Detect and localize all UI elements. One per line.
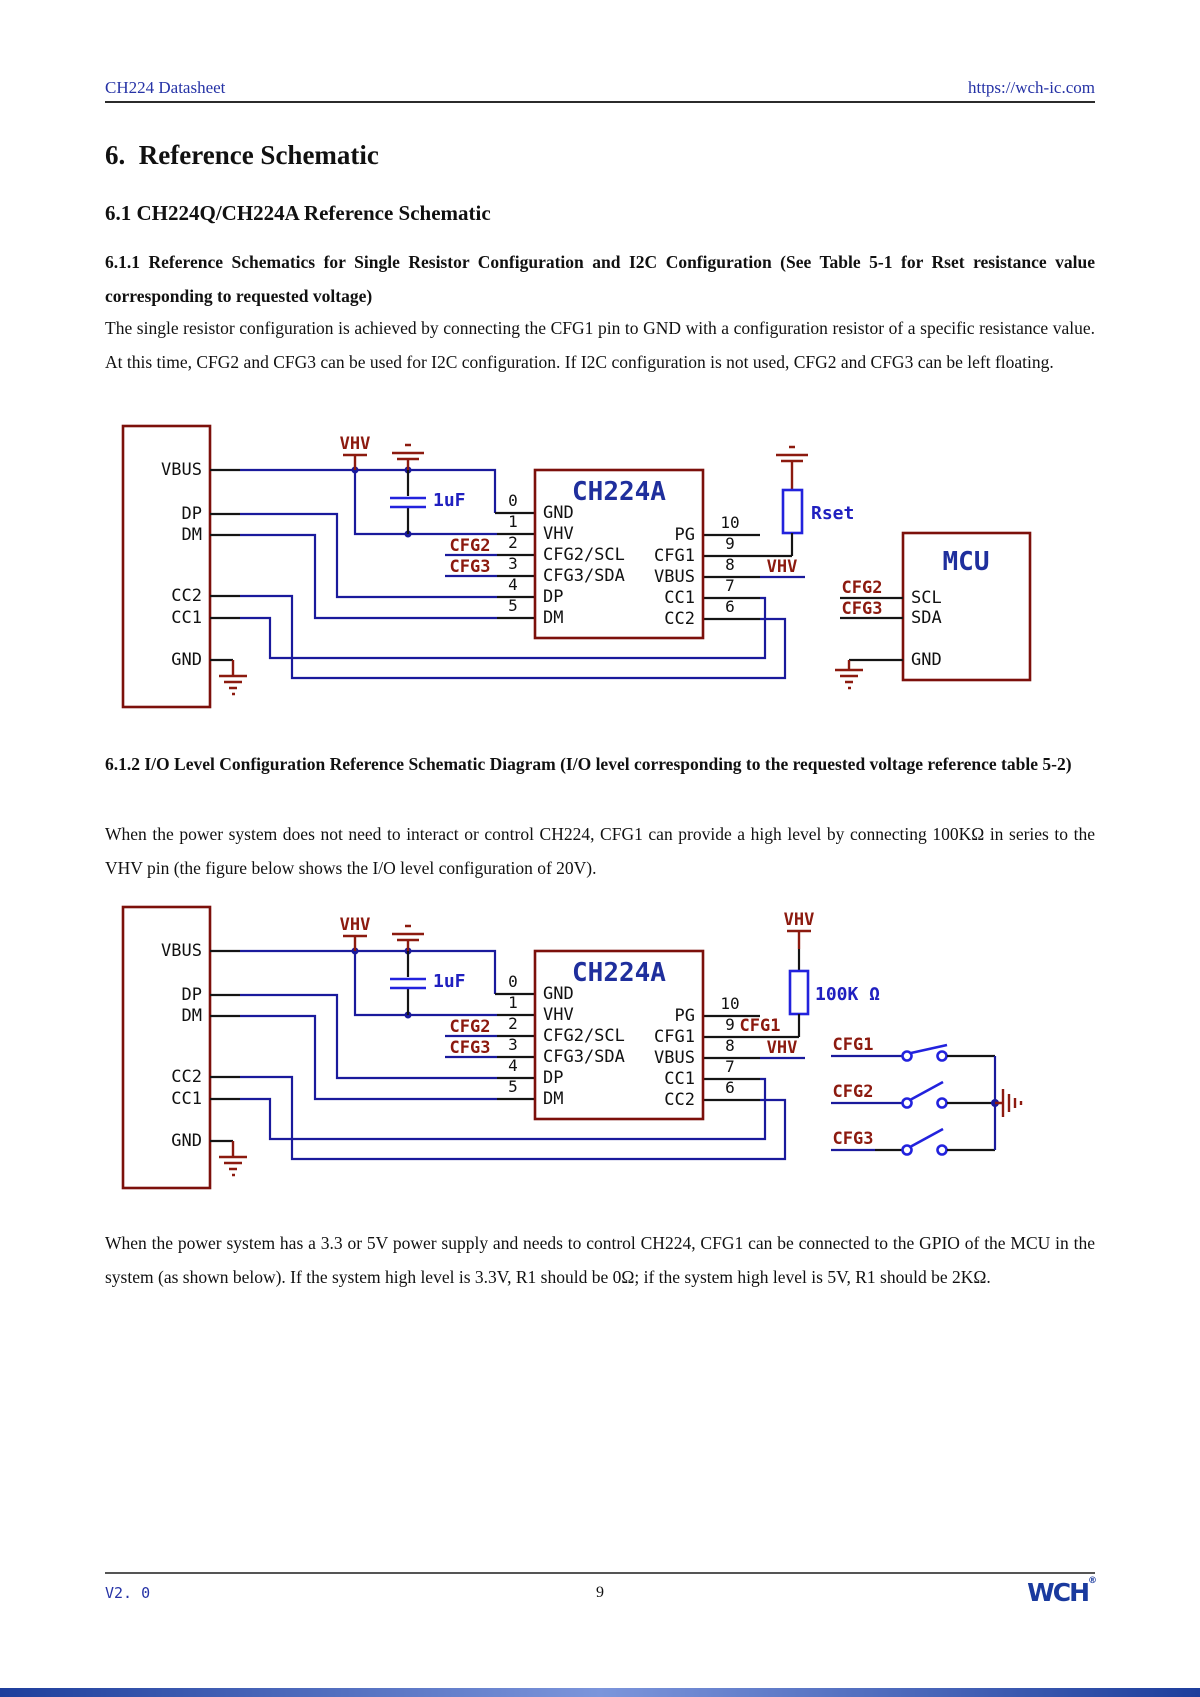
earth-ground-icon xyxy=(392,926,424,951)
vhv-power-flag xyxy=(340,434,371,470)
usb-connector-block xyxy=(123,426,240,707)
section-title: 6. Reference Schematic xyxy=(105,140,379,170)
svg-text:5: 5 xyxy=(508,596,518,615)
footer-version: V2. 0 xyxy=(105,1584,151,1602)
svg-text:CC2: CC2 xyxy=(664,609,695,629)
svg-text:SDA: SDA xyxy=(911,608,942,628)
svg-text:PG: PG xyxy=(674,1006,695,1026)
capacitor-1uf xyxy=(390,470,466,534)
svg-text:GND: GND xyxy=(911,650,942,670)
mcu-ground-symbol xyxy=(835,660,863,688)
earth-ground-icon xyxy=(392,445,424,470)
svg-text:VHV: VHV xyxy=(766,1038,798,1058)
svg-text:1: 1 xyxy=(508,512,518,531)
cfg1-switch xyxy=(831,1035,995,1061)
svg-text:1uF: 1uF xyxy=(433,971,466,992)
vhv-net-label-pin8 xyxy=(760,557,805,577)
cfg1-net-label-pin9: CFG1 xyxy=(739,1016,781,1036)
svg-text:CFG1: CFG1 xyxy=(654,1027,695,1047)
vhv-net-label-pin8 xyxy=(760,1038,805,1058)
subsection-title-612: 6.1.2 I/O Level Configuration Reference Schematic Diagram (I/O level corresponding to the requested voltage reference table 5-2) xyxy=(105,754,1072,774)
svg-text:DP: DP xyxy=(181,985,202,1005)
svg-text:CFG2: CFG2 xyxy=(832,1082,874,1102)
wch-logo xyxy=(1027,1576,1097,1607)
svg-text:CC1: CC1 xyxy=(171,1089,202,1109)
schematic-io-level-config xyxy=(105,899,1095,1199)
schematic-single-resistor-i2c xyxy=(105,418,1095,718)
capacitor-1uf xyxy=(390,951,466,1015)
svg-text:9: 9 xyxy=(725,1015,735,1034)
vhv-power-flag xyxy=(340,915,371,951)
svg-text:GND: GND xyxy=(543,984,574,1004)
svg-text:4: 4 xyxy=(508,1056,518,1075)
footer-page-number: 9 xyxy=(596,1584,604,1601)
header-url-link[interactable]: https://wch-ic.com xyxy=(967,78,1095,97)
chip-pin-stubs xyxy=(495,491,792,619)
svg-text:GND: GND xyxy=(171,1131,202,1151)
mcu-block xyxy=(835,533,1030,688)
connector-pin-label: DP xyxy=(181,504,202,524)
svg-text:0: 0 xyxy=(508,972,518,991)
header-rule xyxy=(105,101,1095,103)
connector-ground-symbol xyxy=(219,660,247,694)
svg-text:DM: DM xyxy=(543,1089,564,1109)
svg-text:CFG1: CFG1 xyxy=(654,546,695,566)
rset-label: Rset xyxy=(811,503,855,524)
svg-text:6: 6 xyxy=(725,1078,735,1097)
registered-mark: ® xyxy=(1088,1576,1097,1586)
svg-text:2: 2 xyxy=(508,1014,518,1033)
connector-ground-symbol xyxy=(219,1141,247,1175)
svg-text:8: 8 xyxy=(725,1036,735,1055)
svg-text:CFG3/SDA: CFG3/SDA xyxy=(543,1047,625,1067)
svg-text:CFG2/SCL: CFG2/SCL xyxy=(543,545,625,565)
svg-text:3: 3 xyxy=(508,1035,518,1054)
connector-pin-label: VBUS xyxy=(161,460,202,480)
subsection-title-611: 6.1.1 Reference Schematics for Single Resistor Configuration and I2C Configuration (See Table 5-1 for Rset resistance value corresponding to requested voltage) xyxy=(105,252,1095,306)
svg-text:VHV: VHV xyxy=(543,524,574,544)
bottom-accent-bar xyxy=(0,1688,1200,1697)
svg-text:VBUS: VBUS xyxy=(654,567,695,587)
mcu-title: MCU xyxy=(942,547,990,577)
cfg3-switch xyxy=(831,1129,995,1155)
svg-text:1uF: 1uF xyxy=(433,490,466,511)
svg-text:PG: PG xyxy=(674,525,695,545)
svg-text:DM: DM xyxy=(181,1006,202,1026)
svg-text:DM: DM xyxy=(543,608,564,628)
subsection-title-61: 6.1 CH224Q/CH224A Reference Schematic xyxy=(105,201,491,225)
cfg2-net-label: CFG2 xyxy=(449,1017,491,1037)
svg-text:CC1: CC1 xyxy=(664,588,695,608)
switch-common-ground xyxy=(991,1056,1021,1150)
svg-text:VHV: VHV xyxy=(339,915,371,935)
connector-pin-label: GND xyxy=(171,650,202,670)
svg-text:VBUS: VBUS xyxy=(161,941,202,961)
connector-pin-label: CC1 xyxy=(171,608,202,628)
connector-pin-label: CC2 xyxy=(171,586,202,606)
svg-text:7: 7 xyxy=(725,1057,735,1076)
svg-text:0: 0 xyxy=(508,491,518,510)
usb-connector-block xyxy=(123,907,240,1188)
paragraph-612b: When the power system has a 3.3 or 5V power supply and needs to control CH224, CFG1 can be connected to the GPIO of the MCU in the system (as shown below). If the system high level is 3.3V, R1 should be 0Ω; if the system high level is 5V, R1 should be 2KΩ. xyxy=(105,1233,1095,1287)
svg-text:6: 6 xyxy=(725,597,735,616)
svg-text:VHV: VHV xyxy=(783,910,815,930)
svg-text:GND: GND xyxy=(543,503,574,523)
svg-text:CFG3: CFG3 xyxy=(832,1129,874,1149)
svg-text:CC1: CC1 xyxy=(664,1069,695,1089)
svg-text:1: 1 xyxy=(508,993,518,1012)
resistor-value-label: 100K Ω xyxy=(815,984,881,1005)
cfg2-switch xyxy=(831,1082,995,1108)
footer-rule xyxy=(105,1572,1095,1574)
svg-text:2: 2 xyxy=(508,533,518,552)
svg-text:DP: DP xyxy=(543,1068,564,1088)
paragraph-611: The single resistor configuration is achieved by connecting the CFG1 pin to GND with a configuration resistor of a specific resistance value. At this time, CFG2 and CFG3 can be used for I2C configuration. If I2C configuration is not used, CFG2 and CFG3 can be left floating. xyxy=(105,318,1095,372)
paragraph-612a: When the power system does not need to interact or control CH224, CFG1 can provide a high level by connecting 100KΩ in series to the VHV pin (the figure below shows the I/O level configuration of 20V). xyxy=(105,824,1095,878)
mcu-cfg2-net-label: CFG2 xyxy=(841,578,883,598)
svg-text:DP: DP xyxy=(543,587,564,607)
ch224a-chip xyxy=(535,470,703,638)
svg-text:VHV: VHV xyxy=(339,434,371,454)
svg-text:7: 7 xyxy=(725,576,735,595)
rset-resistor xyxy=(776,447,854,556)
wch-logo-text: WCH xyxy=(1027,1578,1088,1607)
svg-text:10: 10 xyxy=(720,513,740,532)
svg-text:4: 4 xyxy=(508,575,518,594)
svg-text:5: 5 xyxy=(508,1077,518,1096)
chip-pin-stubs xyxy=(495,972,799,1100)
svg-text:9: 9 xyxy=(725,534,735,553)
svg-text:VHV: VHV xyxy=(543,1005,574,1025)
svg-text:10: 10 xyxy=(720,994,740,1013)
ch224a-chip xyxy=(535,951,703,1119)
header-doc-title: CH224 Datasheet xyxy=(105,78,226,97)
svg-text:CFG3/SDA: CFG3/SDA xyxy=(543,566,625,586)
svg-text:CFG2/SCL: CFG2/SCL xyxy=(543,1026,625,1046)
vhv-flag-100k-resistor xyxy=(784,910,881,1037)
svg-text:3: 3 xyxy=(508,554,518,573)
mcu-cfg3-net-label: CFG3 xyxy=(841,599,883,619)
svg-text:8: 8 xyxy=(725,555,735,574)
svg-text:VBUS: VBUS xyxy=(654,1048,695,1068)
cfg2-net-label: CFG2 xyxy=(449,536,491,556)
chip-title: CH224A xyxy=(572,477,666,507)
svg-text:VHV: VHV xyxy=(766,557,798,577)
svg-text:CFG1: CFG1 xyxy=(832,1035,874,1055)
chip-title: CH224A xyxy=(572,958,666,988)
svg-text:CC2: CC2 xyxy=(171,1067,202,1087)
svg-text:SCL: SCL xyxy=(911,588,942,608)
cfg3-net-label: CFG3 xyxy=(449,557,491,577)
svg-text:CC2: CC2 xyxy=(664,1090,695,1110)
cfg3-net-label: CFG3 xyxy=(449,1038,491,1058)
connector-pin-label: DM xyxy=(181,525,202,545)
